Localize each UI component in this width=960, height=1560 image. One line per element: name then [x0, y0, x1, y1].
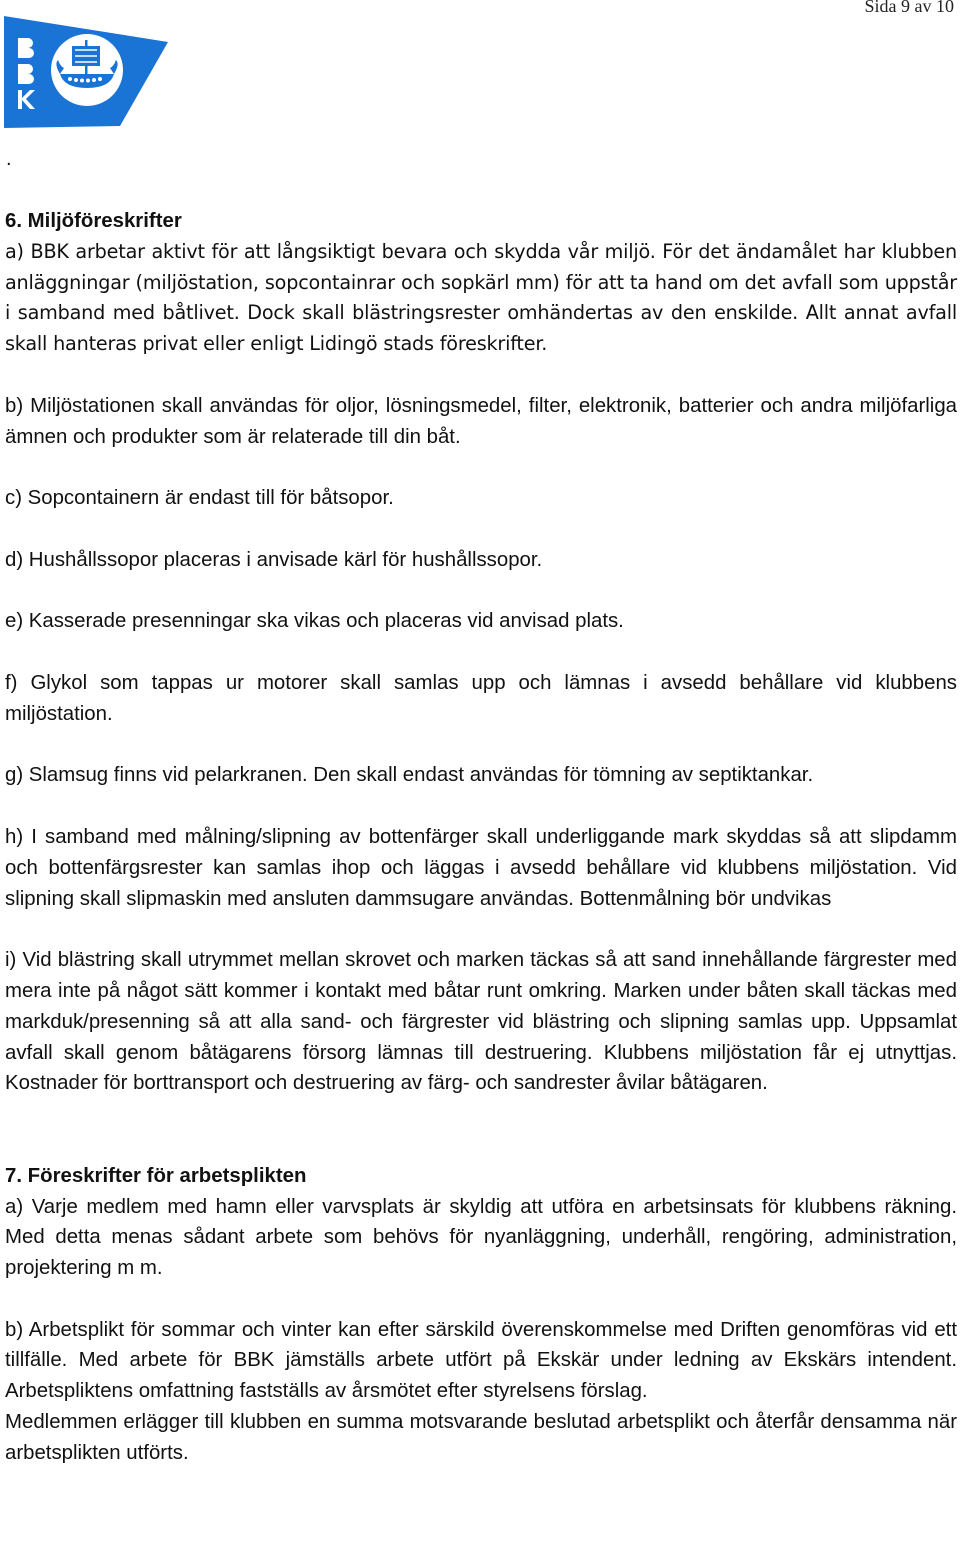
paragraph-7-payment: Medlemmen erlägger till klubben en summa motsvarande beslutad arbetsplikt och återfår densamma när arbetsplikten utförts.	[5, 1411, 957, 1464]
paragraph-6a: a) BBK arbetar aktivt för att långsiktigt bevara och skydda vår miljö. För det ändamålet har klubben anläggningar (miljöstation, sopcontainrar och sopkärl mm) för att ta hand om det avfall som uppstår i samband med båtlivet. Dock skall blästringsrester omhändertas av den enskilde. Allt annat avfall skall hanteras privat eller enligt Lidingö stads föreskrifter.	[5, 239, 957, 356]
paragraph-6d: d) Hushållssopor placeras i anvisade kärl för hushållssopor.	[5, 548, 543, 571]
paragraph-6i: i) Vid blästring skall utrymmet mellan skrovet och marken täckas så att sand innehållande färgrester med mera inte på något sätt kommer i kontakt med båtar runt omkring. Marken under båten skall täckas med markduk/presenning så att alla sand- och färgrester vid blästring och slipning samlas upp. Uppsamlat avfall skall genom båtägarens försorg lämnas till destruering. Klubbens miljöstation får ej utnyttjas. Kostnader för borttransport och destruering av färg- och sandrester åvilar båtägaren.	[5, 949, 957, 1095]
section-6-heading: 6. Miljöföreskrifter	[5, 210, 182, 232]
section-7-heading: 7. Föreskrifter för arbetsplikten	[5, 1164, 307, 1187]
stray-dot: .	[6, 148, 12, 170]
bbk-pennant-logo	[4, 14, 168, 128]
document-body	[5, 206, 957, 1469]
paragraph-6c: c) Sopcontainern är endast till för båtsopor.	[5, 487, 394, 510]
paragraph-6f: f) Glykol som tappas ur motorer skall samlas upp och lämnas i avsedd behållare vid klubbens miljöstation.	[5, 671, 957, 725]
paragraph-6g: g) Slamsug finns vid pelarkranen. Den skall endast användas för tömning av septiktankar.	[5, 764, 814, 787]
paragraph-6b: b) Miljöstationen skall användas för oljor, lösningsmedel, filter, elektronik, batterier och andra miljöfarliga ämnen och produkter som är relaterade till din båt.	[5, 394, 957, 448]
paragraph-7b: b) Arbetsplikt för sommar och vinter kan efter särskild överenskommelse med Driften genomföras vid ett tillfälle. Med arbete för BBK jämställs arbete utfört på Ekskär under ledning av Ekskärs intendent. Arbetspliktens omfattning fastställs av årsmötet efter styrelsens förslag.	[5, 1318, 957, 1403]
page-number: Sida 9 av 10	[864, 0, 954, 16]
paragraph-6h: h) I samband med målning/slipning av bottenfärger skall underliggande mark skyddas så att slipdamm och bottenfärgsrester kan samlas ihop och läggas i avsedd behållare vid klubbens miljöstation. Vid slipning skall slipmaskin med ansluten dammsugare användas. Bottenmålning bör undvikas	[5, 825, 957, 910]
paragraph-6e: e) Kasserade presenningar ska vikas och placeras vid anvisad plats.	[5, 610, 624, 633]
paragraph-7a: a) Varje medlem med hamn eller varvsplats är skyldig att utföra en arbetsinsats för klubbens räkning. Med detta menas sådant arbete som behövs för nyanläggning, underhåll, rengöring, administration, projektering m m.	[5, 1195, 957, 1280]
